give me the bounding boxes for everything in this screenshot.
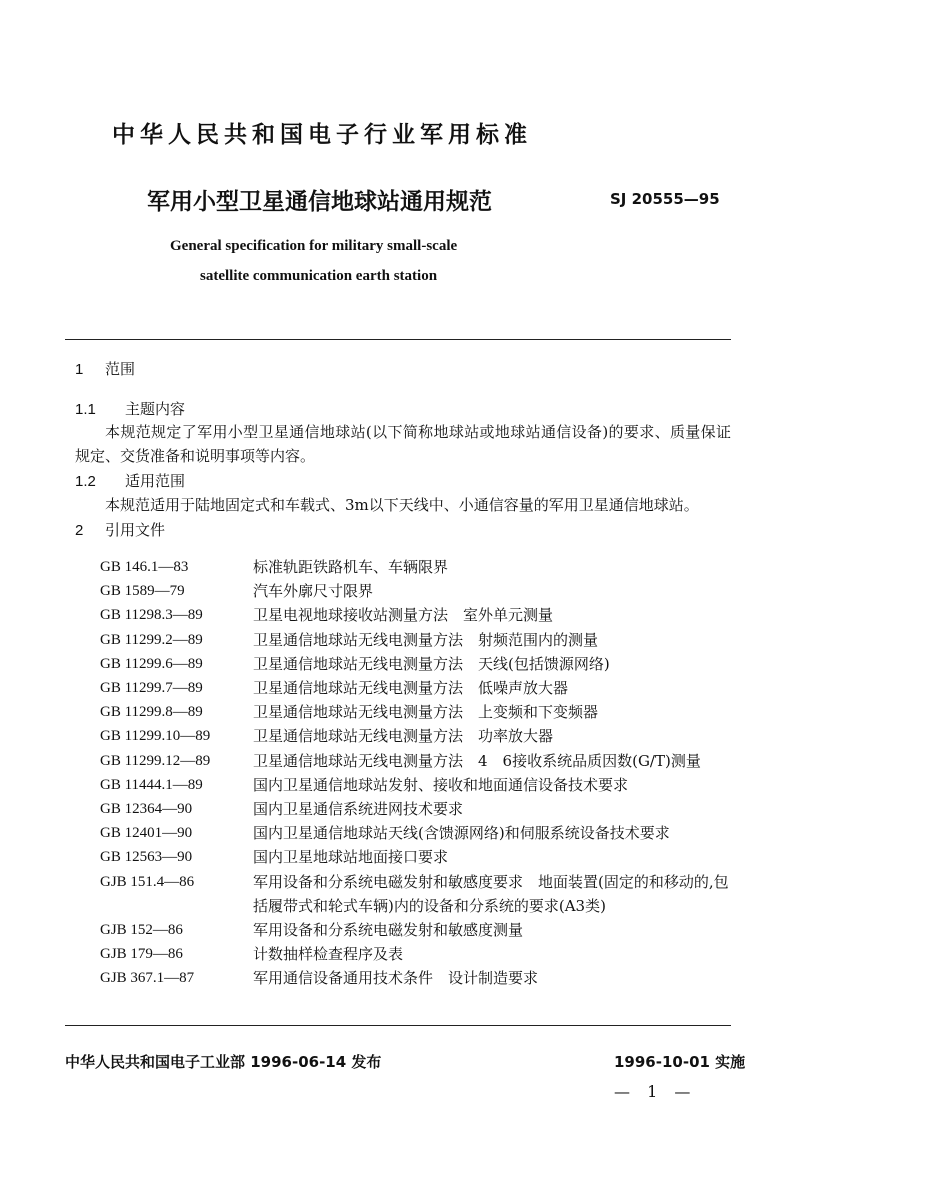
reference-code: GJB 152—86 bbox=[100, 922, 183, 939]
english-title bbox=[170, 231, 457, 291]
reference-item bbox=[100, 918, 740, 942]
page-number: — 1 — bbox=[614, 1082, 697, 1101]
reference-code: GB 11298.3—89 bbox=[100, 607, 203, 624]
reference-code: GB 11299.8—89 bbox=[100, 704, 203, 721]
reference-title: 卫星通信地球站无线电测量方法 低噪声放大器 bbox=[253, 679, 569, 698]
reference-code: GB 12364—90 bbox=[100, 801, 193, 818]
reference-item bbox=[100, 845, 740, 869]
reference-item bbox=[100, 749, 740, 773]
reference-item bbox=[100, 652, 740, 676]
reference-code: GB 11299.2—89 bbox=[100, 631, 203, 648]
reference-code: GB 11299.6—89 bbox=[100, 655, 203, 672]
reference-title: 卫星通信地球站无线电测量方法 射频范围内的测量 bbox=[253, 630, 599, 649]
reference-code: GB 11299.7—89 bbox=[100, 680, 203, 697]
reference-item bbox=[100, 628, 740, 652]
header-divider bbox=[65, 339, 731, 340]
section-number: 1 bbox=[75, 361, 84, 378]
section-number: 1.2 bbox=[75, 473, 96, 490]
reference-title: 军用设备和分系统电磁发射和敏感度要求 地面装置(固定的和移动的,包括履带式和轮式车辆)内的设备和分系统的要求(A3类) bbox=[253, 872, 729, 915]
section-1-1-heading bbox=[75, 398, 185, 419]
reference-item bbox=[100, 700, 740, 724]
reference-code: GB 1589—79 bbox=[100, 583, 185, 600]
reference-item bbox=[100, 870, 740, 918]
reference-code: GB 12401—90 bbox=[100, 825, 193, 842]
english-title-line-2: satellite communication earth station bbox=[200, 268, 438, 284]
section-1-1-paragraph: 本规范规定了军用小型卫星通信地球站(以下简称地球站或地球站通信设备)的要求、质量保证规定、交货准备和说明事项等内容。 bbox=[75, 423, 731, 465]
reference-title: 军用设备和分系统电磁发射和敏感度测量 bbox=[253, 921, 524, 940]
reference-code: GJB 179—86 bbox=[100, 946, 183, 963]
standard-number: SJ 20555—95 bbox=[610, 190, 720, 208]
section-title: 主题内容 bbox=[125, 400, 186, 418]
reference-item bbox=[100, 821, 740, 845]
reference-title: 国内卫星通信地球站天线(含馈源网络)和伺服系统设备技术要求 bbox=[253, 824, 670, 843]
reference-title: 国内卫星通信系统进网技术要求 bbox=[253, 800, 464, 819]
reference-item bbox=[100, 676, 740, 700]
reference-code: GB 146.1—83 bbox=[100, 559, 189, 575]
reference-title: 卫星通信地球站无线电测量方法 天线(包括馈源网络) bbox=[253, 654, 610, 673]
reference-item bbox=[100, 603, 740, 627]
section-2-heading bbox=[75, 519, 165, 540]
footer-divider bbox=[65, 1025, 731, 1026]
reference-title: 卫星通信地球站无线电测量方法 功率放大器 bbox=[253, 727, 554, 746]
reference-code: GB 11299.12—89 bbox=[100, 752, 211, 769]
reference-item bbox=[100, 555, 740, 579]
implementation-date: 1996-10-01 实施 bbox=[614, 1053, 746, 1071]
section-1-2-heading bbox=[75, 470, 185, 491]
reference-item bbox=[100, 773, 740, 797]
section-title: 引用文件 bbox=[105, 521, 166, 539]
section-title: 范围 bbox=[105, 360, 136, 378]
section-number: 1.1 bbox=[75, 401, 96, 418]
reference-title: 卫星通信地球站无线电测量方法 4 6接收系统品质因数(G/T)测量 bbox=[253, 751, 701, 770]
reference-item bbox=[100, 579, 740, 603]
reference-item bbox=[100, 797, 740, 821]
english-title-line-1: General specification for military small-scale bbox=[170, 238, 458, 254]
reference-code: GB 12563—90 bbox=[100, 849, 193, 866]
reference-code: GJB 151.4—86 bbox=[100, 873, 195, 890]
issue-statement: 中华人民共和国电子工业部 1996-06-14 发布 bbox=[65, 1053, 382, 1071]
issuing-body-heading: 中华人民共和国电子行业军用标准 bbox=[112, 122, 532, 148]
reference-title: 标准轨距铁路机车、车辆限界 bbox=[253, 558, 449, 576]
reference-title: 国内卫星地球站地面接口要求 bbox=[253, 848, 449, 867]
reference-title: 卫星电视地球接收站测量方法 室外单元测量 bbox=[253, 606, 554, 625]
reference-title: 汽车外廓尺寸限界 bbox=[253, 582, 374, 601]
section-title: 适用范围 bbox=[125, 472, 186, 490]
reference-title: 卫星通信地球站无线电测量方法 上变频和下变频器 bbox=[253, 703, 599, 722]
section-1-heading bbox=[75, 358, 135, 379]
reference-code: GB 11299.10—89 bbox=[100, 728, 211, 745]
section-1-2-paragraph: 本规范适用于陆地固定式和车载式、3m以下天线中、小通信容量的军用卫星通信地球站。 bbox=[105, 496, 699, 514]
reference-item bbox=[100, 966, 740, 990]
reference-item bbox=[100, 724, 740, 748]
reference-title: 国内卫星通信地球站发射、接收和地面通信设备技术要求 bbox=[253, 775, 629, 794]
reference-title: 计数抽样检查程序及表 bbox=[253, 945, 404, 964]
reference-code: GJB 367.1—87 bbox=[100, 970, 195, 987]
reference-code: GB 11444.1—89 bbox=[100, 776, 203, 793]
section-number: 2 bbox=[75, 522, 84, 539]
reference-list bbox=[100, 555, 740, 991]
reference-title: 军用通信设备通用技术条件 设计制造要求 bbox=[253, 969, 539, 988]
reference-item bbox=[100, 942, 740, 966]
document-title: 军用小型卫星通信地球站通用规范 bbox=[147, 189, 492, 215]
